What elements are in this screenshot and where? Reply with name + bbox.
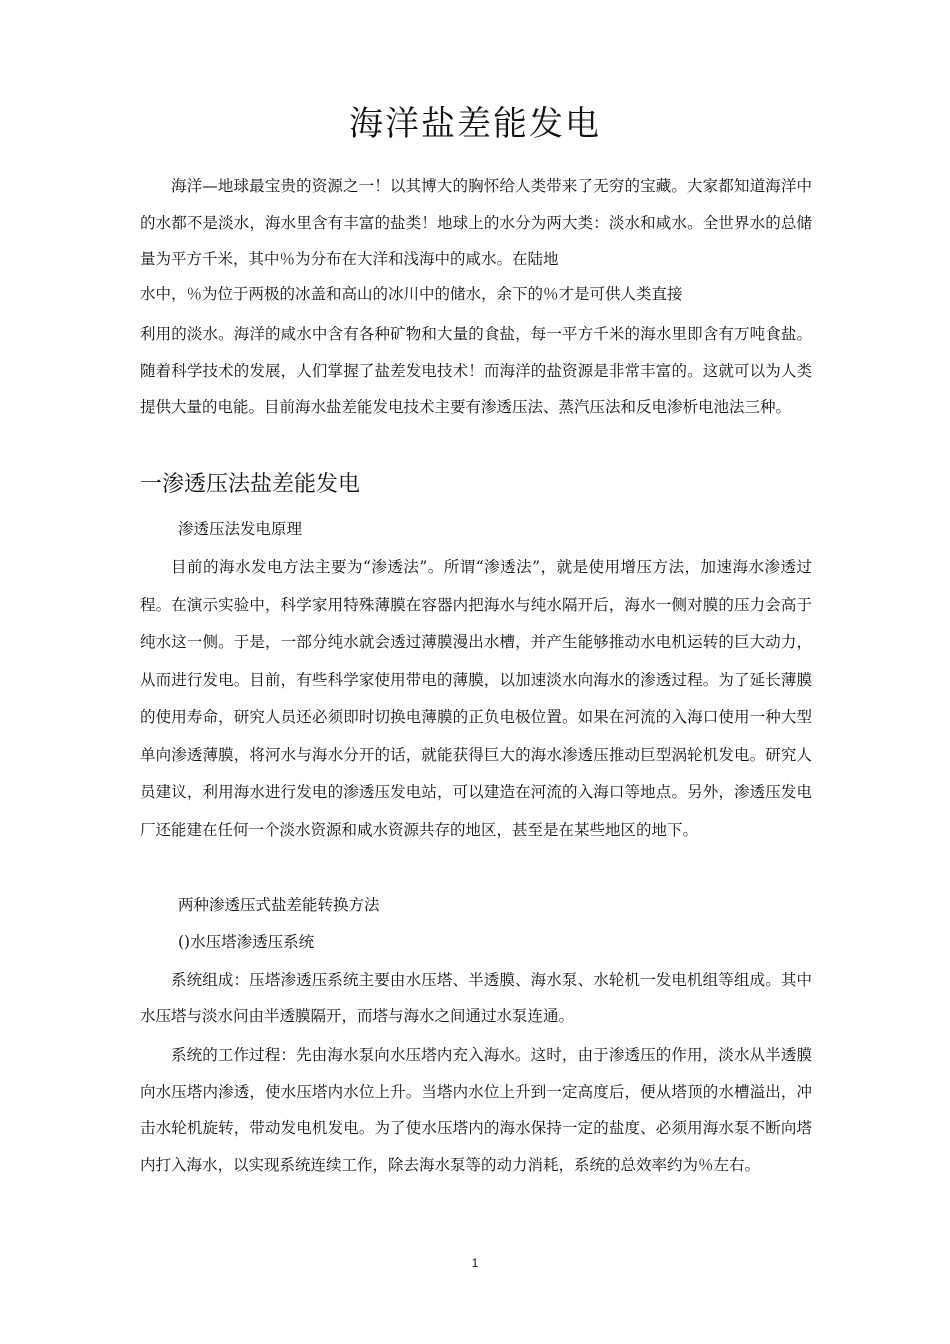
system-process-paragraph: 系统的工作过程：先由海水泵向水压塔内充入海水。这时，由于渗透压的作用，淡水从半透膜向水压塔内渗透，使水压塔内水位上升。当塔内水位上升到一定高度后，便从塔顶的水槽溢出，冲击水轮机旋转，带动发电机发电。为了使水压塔内的海水保持一定的盐度、必须用海水泵不断向塔内打入海水，以实现系统连续工作，除去海水泵等的动力消耗，系统的总效率约为％左右。: [140, 1046, 812, 1174]
system-heading: ()水压塔渗透压系统: [178, 933, 315, 951]
intro-paragraph: 海洋—地球最宝贵的资源之一！以其博大的胸怀给人类带来了无穷的宝藏。大家都知道海洋中的水都不是淡水，海水里含有丰富的盐类！地球上的水分为两大类：淡水和咸水。全世界水的总储量为平方千米，其中％为分布在大洋和浅海中的咸水。在陆地: [140, 177, 812, 268]
intro-paragraph-continued: 利用的淡水。海洋的咸水中含有各种矿物和大量的食盐，每一平方千米的海水里即含有万吨食盐。随着科学技术的发展，人们掌握了盐差发电技术！而海洋的盐资源是非常丰富的。这就可以为人类提供大量的电能。目前海水盐差能发电技术主要有渗透压法、蒸汽压法和反电渗析电池法三种。: [140, 325, 812, 416]
methods-heading: 两种渗透压式盐差能转换方法: [178, 896, 380, 914]
subsection-heading: 渗透压法发电原理: [178, 520, 303, 538]
page-number: 1: [471, 1256, 479, 1270]
system-composition-paragraph: 系统组成：压塔渗透压系统主要由水压塔、半透膜、海水泵、水轮机一发电机组等组成。其中水压塔与淡水问由半透膜隔开，而塔与海水之间通过水泵连通。: [140, 971, 812, 1025]
section-heading: 一渗透压法盐差能发电: [140, 472, 361, 497]
page-title: 海洋盐差能发电: [349, 104, 601, 144]
intro-line: 水中，％为位于两极的冰盖和高山的冰川中的储水，余下的％才是可供人类直接: [140, 285, 683, 303]
osmosis-paragraph: 目前的海水发电方法主要为“渗透法”。所谓“渗透法”，就是使用增压方法，加速海水渗透过程。在演示实验中，科学家用特殊薄膜在容器内把海水与纯水隔开后，海水一侧对膜的压力会高于纯水这一侧。于是，一部分纯水就会透过薄膜漫出水槽，并产生能够推动水电机运转的巨大动力，从而进行发电。目前，有些科学家使用带电的薄膜，以加速淡水向海水的渗透过程。为了延长薄膜的使用寿命，研究人员还必须即时切换电薄膜的正负电极位置。如果在河流的入海口使用一种大型单向渗透薄膜，将河水与海水分开的话，就能获得巨大的海水渗透压推动巨型涡轮机发电。研究人员建议，利用海水进行发电的渗透压发电站，可以建造在河流的入海口等地点。另外，渗透压发电厂还能建在任何一个淡水资源和咸水资源共存的地区，甚至是在某些地区的地下。: [140, 558, 812, 839]
